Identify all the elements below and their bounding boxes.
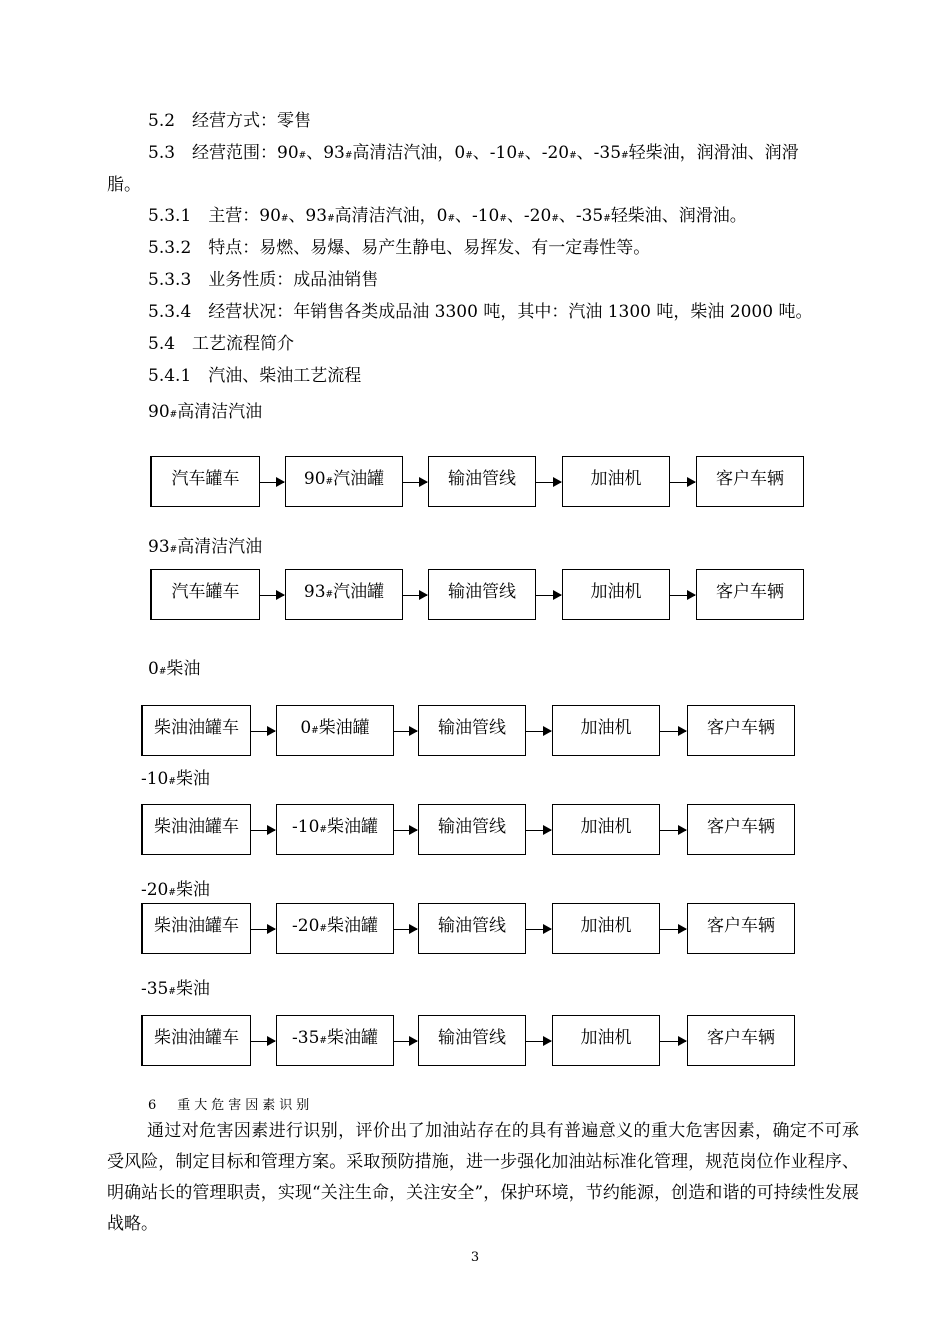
flow-step-box: 加油机 [562,456,670,507]
flow-arrow [670,482,695,483]
line-5-3-2: 5.3.2 特点：易燃、易爆、易产生静电、易挥发、有一定毒性等。 [148,238,651,258]
flow-step-box: 输油管线 [418,903,526,954]
section-6-heading: 6 重大危害因素识别 [148,1098,314,1113]
flow-label: 93#高清洁汽油 [148,537,263,557]
flow-arrow [251,830,275,831]
flow-label: -35#柴油 [141,979,210,999]
flow-step-box: 客户车辆 [687,1015,795,1066]
flow-step-box: 90#汽油罐 [285,456,403,507]
flow-arrow [260,482,284,483]
flow-step-box: -20#柴油罐 [276,903,394,954]
line-5-3-4: 5.3.4 经营状况：年销售各类成品油 3300 吨，其中：汽油 1300 吨，柴油 2000 吨。 [148,302,813,322]
line-5-3: 5.3 经营范围：90#、93#高清洁汽油，0#、-10#、-20#、-35#轻柴油，润滑油、润滑 [148,143,799,163]
flow-arrow [394,929,417,930]
flow-label: 90#高清洁汽油 [148,402,263,422]
flow-step-box: -10#柴油罐 [276,804,394,855]
flow-arrow [251,1041,275,1042]
flow-arrow [394,830,417,831]
flow-step-box: 柴油油罐车 [141,1015,251,1066]
flow-step-box: 柴油油罐车 [141,903,251,954]
flow-step-box: 加油机 [552,903,660,954]
flow-arrow [260,595,284,596]
flow-step-box: 输油管线 [418,804,526,855]
flow-arrow [403,595,427,596]
line-5-3-cont: 脂。 [107,175,141,195]
flow-step-box: 客户车辆 [687,705,795,756]
section-6-paragraph: 通过对危害因素进行识别，评价出了加油站存在的具有普遍意义的重大危害因素，确定不可承受风险，制定目标和管理方案。采取预防措施，进一步强化加油站标准化管理，规范岗位作业程序、明确站长的管理职责，实现“关注生命，关注安全”，保护环境，节约能源，创造和谐的可持续性发展战略。 [107,1121,859,1234]
flow-label: 0#柴油 [148,659,201,679]
flow-arrow [394,1041,417,1042]
flow-step-box: 93#汽油罐 [285,569,403,620]
line-5-2: 5.2 经营方式：零售 [148,111,312,131]
flow-step-box: 加油机 [552,804,660,855]
flow-label: -20#柴油 [141,880,210,900]
flow-arrow [660,830,686,831]
line-5-3-1: 5.3.1 主营：90#、93#高清洁汽油，0#、-10#、-20#、-35#轻柴油、润滑油。 [148,206,747,226]
flow-arrow [526,929,551,930]
flow-arrow [526,830,551,831]
flow-arrow [536,595,561,596]
page-number: 3 [470,1250,480,1265]
flow-step-box: 加油机 [552,705,660,756]
flow-step-box: 加油机 [562,569,670,620]
flow-arrow [660,929,686,930]
flow-arrow [526,1041,551,1042]
flow-arrow [251,929,275,930]
flow-step-box: 柴油油罐车 [141,705,251,756]
flow-step-box: 输油管线 [428,569,536,620]
line-5-4-1: 5.4.1 汽油、柴油工艺流程 [148,366,362,386]
flow-arrow [536,482,561,483]
flow-step-box: 柴油油罐车 [141,804,251,855]
flow-arrow [394,731,417,732]
flow-step-box: 汽车罐车 [150,456,260,507]
flow-arrow [403,482,427,483]
flow-step-box: 0#柴油罐 [276,705,394,756]
flow-label: -10#柴油 [141,769,210,789]
line-5-3-3: 5.3.3 业务性质：成品油销售 [148,270,379,290]
flow-step-box: 客户车辆 [687,804,795,855]
flow-arrow [660,731,686,732]
flow-arrow [251,731,275,732]
flow-step-box: 输油管线 [428,456,536,507]
flow-step-box: 客户车辆 [687,903,795,954]
flow-step-box: 客户车辆 [696,569,804,620]
flow-step-box: 输油管线 [418,705,526,756]
flow-step-box: 客户车辆 [696,456,804,507]
flow-step-box: -35#柴油罐 [276,1015,394,1066]
flow-arrow [660,1041,686,1042]
flow-step-box: 汽车罐车 [150,569,260,620]
flow-step-box: 输油管线 [418,1015,526,1066]
flow-step-box: 加油机 [552,1015,660,1066]
flow-arrow [670,595,695,596]
flow-arrow [526,731,551,732]
line-5-4: 5.4 工艺流程简介 [148,334,295,354]
